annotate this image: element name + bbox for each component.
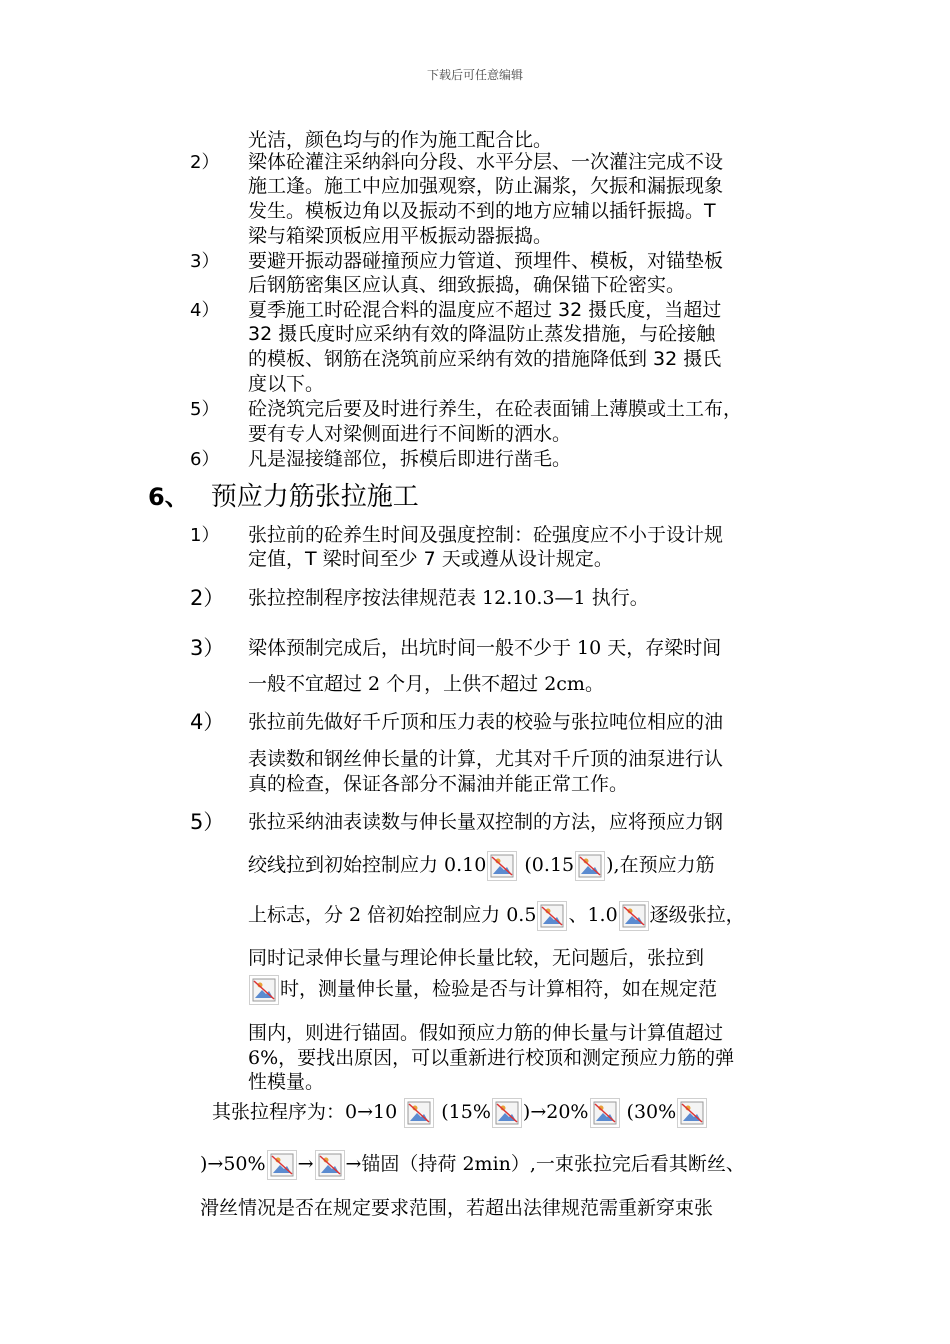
text-fragment: )→20% [522,1101,589,1123]
text-line: 6%，要找出原因，可以重新进行校顶和测定预应力筋的弹 [248,1047,735,1069]
text-line [248,851,715,881]
text-fragment: 绞线拉到初始控制应力 0.10 [248,854,487,876]
text-line: 的模板、钢筋在浇筑前应采纳有效的措施降低到 32 摄氏 [248,348,722,370]
text-line: 凡是湿接缝部位，拆模后即进行凿毛。 [248,448,572,470]
text-fragment: (15% [435,1101,491,1123]
text-line [248,901,745,931]
text-line: 后钢筋密集区应认真、细致振捣，确保锚下砼密实。 [248,274,686,296]
list-number: 5） [190,810,225,834]
page-header: 下载后可任意编辑 [426,68,523,82]
text-line: 表读数和钢丝伸长量的计算，尤其对千斤顶的油泵进行认 [248,748,724,770]
text-line: 32 摄氏度时应采纳有效的降温防止蒸发措施，与砼接触 [248,323,716,345]
text-fragment: 上标志，分 2 倍初始控制应力 0.5 [248,904,537,926]
list-number: 2） [190,152,220,173]
list-number: 4） [190,300,220,321]
text-line: 真的检查，保证各部分不漏油并能正常工作。 [248,773,629,795]
section-heading [148,480,419,514]
text-line: 张拉采纳油表读数与伸长量双控制的方法，应将预应力钢 [248,811,724,833]
text-line: 性模量。 [248,1071,325,1093]
section-title: 预应力筋张拉施工 [210,482,419,512]
broken-image-icon [677,1098,707,1128]
section-number: 6、 [148,483,189,511]
text-line [248,975,717,1005]
text-fragment: → [297,1153,314,1175]
text-fragment: →锚固（持荷 2min）,一束张拉完后看其断丝、 [345,1153,745,1175]
text-line: 张拉控制程序按法律规范表 12.10.3—1 执行。 [248,587,649,609]
text-fragment: ),在预应力筋 [606,854,715,876]
text-line: 砼浇筑完后要及时进行养生，在砼表面铺上薄膜或土工布， [248,398,743,420]
list-number: 2） [190,586,225,610]
text-line: 定值，T 梁时间至少 7 天或遵从设计规定。 [248,548,613,570]
broken-image-icon [575,851,605,881]
text-line: 要避开振动器碰撞预应力管道、预埋件、模板，对锚垫板 [248,250,724,272]
text-line: 张拉前的砼养生时间及强度控制：砼强度应不小于设计规 [248,524,724,546]
text-line [212,1098,708,1128]
text-line: 夏季施工时砼混合料的温度应不超过 32 摄氏度，当超过 [248,299,722,321]
list-number: 3） [190,251,220,272]
text-line: 同时记录伸长量与理论伸长量比较，无问题后，张拉到 [248,947,705,969]
text-fragment: 逐级张拉， [649,904,745,926]
broken-image-icon [537,901,567,931]
text-line: 张拉前先做好千斤顶和压力表的校验与张拉吨位相应的油 [248,711,724,733]
broken-image-icon [487,851,517,881]
text-line: 光洁，颜色均与的作为施工配合比。 [248,129,553,151]
text-fragment: (30% [620,1101,677,1123]
list-number: 5） [190,399,220,420]
broken-image-icon [267,1150,297,1180]
text-line: 梁体预制完成后，出坑时间一般不少于 10 天，存梁时间 [248,637,722,659]
text-line: 发生。模板边角以及振动不到的地方应辅以插钎振捣。T [248,200,716,222]
broken-image-icon [404,1098,434,1128]
text-fragment: 其张拉程序为：0→10 [212,1101,398,1123]
text-line: 梁与箱梁顶板应用平板振动器振捣。 [248,225,553,247]
text-line: 度以下。 [248,373,325,395]
text-line: 要有专人对梁侧面进行不间断的洒水。 [248,423,572,445]
text-line: 施工逢。施工中应加强观察，防止漏浆，欠振和漏振现象 [248,175,724,197]
list-number: 6） [190,449,220,470]
text-fragment: (0.15 [518,854,575,876]
broken-image-icon [249,975,279,1005]
broken-image-icon [619,901,649,931]
text-line [200,1150,745,1180]
text-fragment: 时，测量伸长量，检验是否与计算相符，如在规定范 [280,978,718,1000]
broken-image-icon [590,1098,620,1128]
text-line: 滑丝情况是否在规定要求范围，若超出法律规范需重新穿束张 [200,1197,714,1219]
text-line: 一般不宜超过 2 个月，上供不超过 2cm。 [248,673,604,695]
list-number: 4） [190,710,225,734]
broken-image-icon [492,1098,522,1128]
text-line: 围内，则进行锚固。假如预应力筋的伸长量与计算值超过 [248,1022,724,1044]
list-number: 1） [190,525,220,546]
text-line: 梁体砼灌注采纳斜向分段、水平分层、一次灌注完成不设 [248,151,724,173]
list-number: 3） [190,636,225,660]
text-fragment: 、1.0 [568,904,618,926]
broken-image-icon [315,1150,345,1180]
text-fragment: )→50% [200,1153,266,1175]
